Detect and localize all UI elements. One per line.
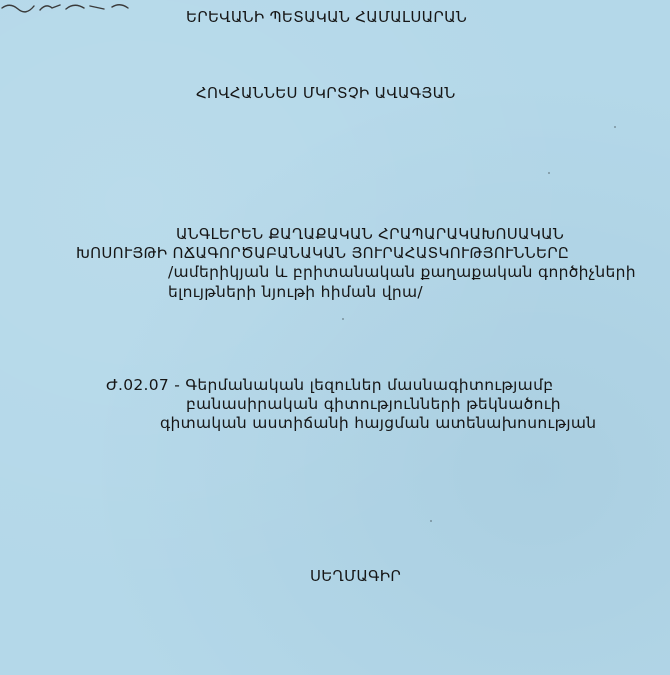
handwritten-mark [0,0,160,20]
paper-speck [430,520,432,522]
author-name: ՀՈՎՀԱՆՆԵՍ ՄԿՐՏՉԻ ԱՎԱԳՅԱՆ [196,84,456,102]
paper-speck [342,318,344,320]
abstract-label: ՍԵՂՄԱԳԻՐ [310,567,402,585]
university-name: ԵՐԵՎԱՆԻ ՊԵՏԱԿԱՆ ՀԱՄԱԼՍԱՐԱՆ [186,8,468,26]
thesis-title-line-1: ԱՆԳԼԵՐԵՆ ՔԱՂԱՔԱԿԱՆ ՀՐԱՊԱՐԱԿԱԽՈՍԱԿԱՆ [176,225,565,243]
thesis-title-line-2: ԽՈՍՈՒՅԹԻ ՈՃԱԳՈՐԾԱԲԱՆԱԿԱՆ ՅՈՒՐԱՀԱՏԿՈՒԹՅՈՒՆՆԵՐԸ [76,244,570,262]
thesis-subtitle-line-2: ելույթների նյութի հիման վրա/ [168,283,423,301]
paper-speck [548,172,550,174]
paper-speck [614,126,616,128]
degree-line: բանասիրական գիտությունների թեկնածուի [186,395,561,413]
thesis-subtitle-line-1: /ամերիկյան և բրիտանական քաղաքական գործիչների [168,263,636,281]
dissertation-line: գիտական աստիճանի հայցման ատենախոսության [160,414,597,432]
specialty-code-line: Ժ.02.07 - Գերմանական լեզուներ մասնագիտությամբ [106,376,554,394]
